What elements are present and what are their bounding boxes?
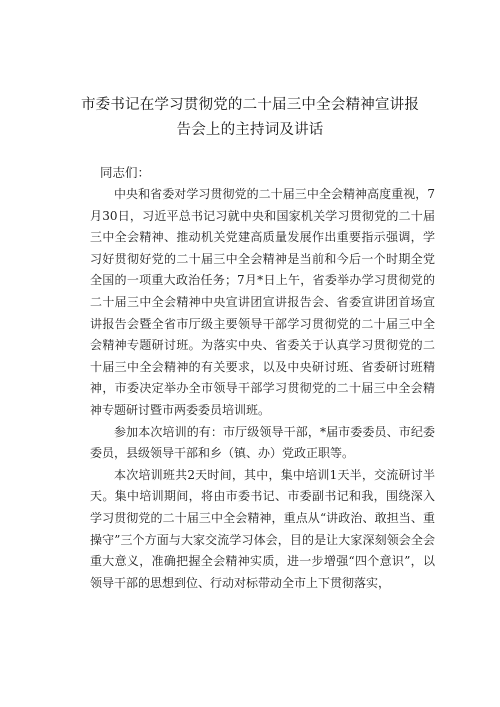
- document-title-line-2: 告会上的主持词及讲话: [176, 122, 324, 138]
- paragraph-1: 中央和省委对学习贯彻党的二十届三中全会精神高度重视，7月30日，习近平总书记习就中央和国家机关学习贯彻党的二十届三中全会精神、推动机关党建高质量发展作出重要指示强调，学习好贯彻好党的二十届三中全会精神是当前和今后一个时期全党全国的一项重大政治任务；7月*日上午，省委举办学习贯彻党的二十届三中全会精神中央宣讲团宣讲报告会、省委宣讲团首场宣讲报告会暨全省市厅级主要领导干部学习贯彻党的二十届三中全会精神专题研讨班。为落实中央、省委关于认真学习贯彻党的二十届三中全会精神的有关要求，以及中央研讨班、省委研讨班精神，市委决定举办全市领导干部学习贯彻党的二十届三中全会精神专题研讨暨市两委委员培训班。: [90, 187, 435, 417]
- paragraph-2: 参加本次培训的有：市厅级领导干部，*届市委委员、市纪委委员，县级领导干部和乡（镇、办）党政正职等。: [90, 424, 435, 461]
- salutation: 同志们：: [100, 165, 151, 180]
- document-title-line-1: 市委书记在学习贯彻党的二十届三中全会精神宣讲报: [80, 97, 420, 113]
- paragraph-3: 本次培训班共2天时间，其中，集中培训1天半，交流研讨半天。集中培训期间，将由市委书记、市委副书记和我，围绕深入学习贯彻党的二十届三中全会精神，重点从“讲政治、敢担当、重操守”三个方面与大家交流学习体会，目的是让大家深刻领会全会重大意义，准确把握全会精神实质，进一步增强“四个意识”，以领导干部的思想到位、行动对标带动全市上下贯彻落实，: [90, 467, 435, 590]
- document-body: [90, 184, 435, 594]
